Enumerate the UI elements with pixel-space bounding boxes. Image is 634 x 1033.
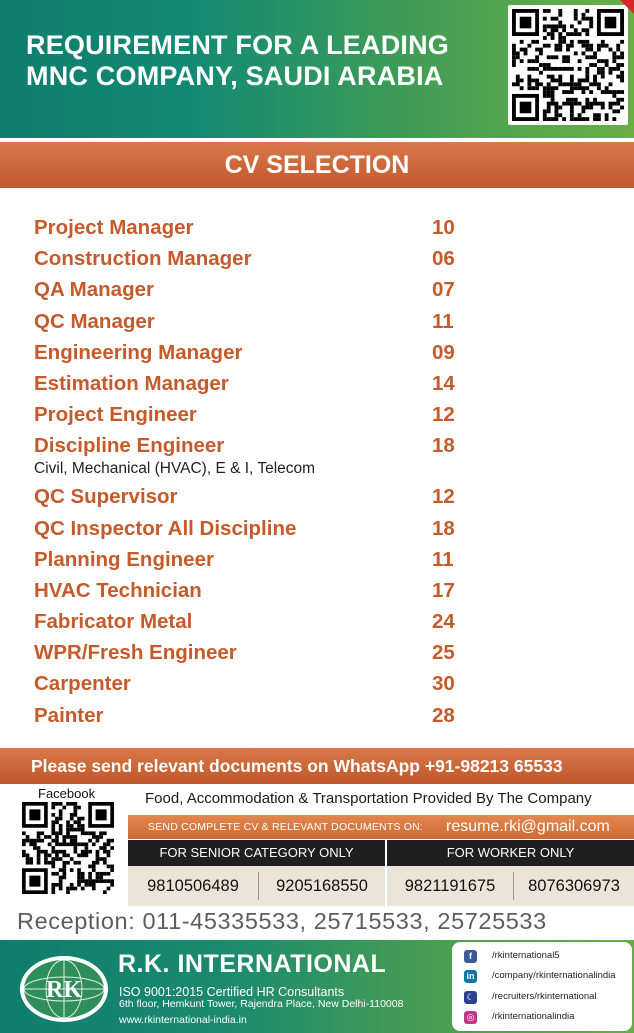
job-count: 12	[432, 403, 455, 427]
job-title: Fabricator Metal	[34, 610, 193, 634]
header-title-line2: MNC COMPANY, SAUDI ARABIA	[26, 61, 444, 91]
job-row	[34, 432, 474, 483]
facebook-label: Facebook	[38, 786, 96, 801]
job-count: 06	[432, 247, 455, 271]
job-row	[34, 608, 474, 639]
job-count: 17	[432, 578, 455, 602]
facebook-qr-code-icon	[22, 802, 114, 894]
job-row	[34, 370, 474, 401]
job-row	[34, 214, 474, 245]
job-count: 28	[432, 703, 455, 727]
qr-code-icon	[508, 5, 628, 125]
header-title-line1: REQUIREMENT FOR A LEADING	[26, 30, 449, 60]
social-links	[452, 942, 632, 1031]
job-count: 25	[432, 641, 455, 665]
social-link[interactable]	[460, 946, 624, 966]
job-title: Discipline Engineer	[34, 434, 225, 458]
job-row	[34, 577, 474, 608]
job-title: QC Supervisor	[34, 485, 178, 509]
phone-number-senior-2[interactable]: 9205168550	[276, 877, 368, 895]
email-link[interactable]: resume.rki@gmail.com	[446, 818, 610, 835]
corner-ribbon	[620, 0, 634, 14]
job-title: Engineering Manager	[34, 340, 243, 364]
job-count: 07	[432, 278, 455, 302]
job-row	[34, 276, 474, 307]
job-row	[34, 339, 474, 370]
job-title: Painter	[34, 703, 104, 727]
company-address: 6th floor, Hemkunt Tower, Rajendra Place, New Delhi-110008	[119, 998, 404, 1010]
social-link-text: /recruiters/rkinternational	[492, 990, 597, 1002]
job-title: Estimation Manager	[34, 371, 229, 395]
instagram-icon: ◎	[464, 1011, 477, 1024]
linkedin-icon: in	[464, 970, 477, 983]
company-website[interactable]: www.rkinternational-india.in	[119, 1014, 247, 1026]
job-count: 11	[432, 547, 454, 571]
job-count: 24	[432, 610, 455, 634]
reception-phones: Reception: 011-45335533, 25715533, 25725533	[17, 908, 547, 934]
category-bar	[128, 840, 634, 866]
social-link-text: /company/rkinternationalindia	[492, 970, 616, 982]
job-count: 10	[432, 216, 455, 239]
phone-number-worker-2[interactable]: 8076306973	[528, 877, 620, 895]
company-iso: ISO 9001:2015 Certified HR Consultants	[119, 985, 345, 999]
job-row	[34, 308, 474, 339]
job-count: 18	[432, 434, 455, 458]
social-link-text: /rkinternational5	[492, 950, 560, 961]
job-title: WPR/Fresh Engineer	[34, 641, 237, 665]
job-row	[34, 483, 474, 514]
phone-numbers	[128, 866, 634, 906]
senior-category-label: FOR SENIOR CATEGORY ONLY	[159, 845, 354, 860]
job-title: Construction Manager	[34, 247, 252, 271]
job-disciplines: Civil, Mechanical (HVAC), E & I, Telecom	[34, 460, 316, 478]
moon-icon: ☾	[464, 991, 477, 1004]
send-cv-banner	[128, 815, 634, 839]
job-row	[34, 245, 474, 276]
job-count: 12	[432, 485, 455, 509]
header-title	[26, 30, 506, 92]
job-row	[34, 702, 474, 733]
job-title: HVAC Technician	[34, 578, 202, 602]
section-title: CV SELECTION	[0, 142, 634, 188]
header-banner	[0, 0, 634, 138]
send-cv-label: SEND COMPLETE CV & RELEVANT DOCUMENTS ON:	[148, 821, 424, 833]
worker-category-label: FOR WORKER ONLY	[446, 845, 575, 860]
job-title: Planning Engineer	[34, 547, 214, 571]
job-title: Project Engineer	[34, 403, 197, 427]
job-count: 18	[432, 516, 455, 540]
job-row	[34, 515, 474, 546]
job-title: Project Manager	[34, 216, 194, 239]
job-count: 11	[432, 309, 454, 333]
whatsapp-banner: Please send relevant documents on WhatsApp +91-98213 65533	[0, 748, 634, 784]
job-count: 09	[432, 340, 455, 364]
job-count: 30	[432, 672, 455, 696]
social-link[interactable]	[460, 987, 624, 1007]
job-row	[34, 401, 474, 432]
job-count: 14	[432, 371, 455, 395]
job-row	[34, 546, 474, 577]
job-row	[34, 670, 474, 701]
benefits-text: Food, Accommodation & Transportation Provided By The Company	[145, 790, 592, 807]
job-title: Carpenter	[34, 672, 131, 696]
facebook-icon: f	[464, 950, 477, 963]
phone-number-worker-1[interactable]: 9821191675	[404, 877, 496, 895]
logo-text: RK	[46, 977, 82, 1003]
job-row	[34, 639, 474, 670]
company-name: R.K. INTERNATIONAL	[118, 950, 387, 978]
job-list	[34, 214, 474, 733]
social-link[interactable]	[460, 1007, 624, 1027]
social-link-text: /rkinternationalindia	[492, 1010, 575, 1022]
job-title: QA Manager	[34, 278, 154, 302]
social-link[interactable]	[460, 966, 624, 986]
job-title: QC Inspector All Discipline	[34, 516, 297, 540]
phone-number-senior-1[interactable]: 9810506489	[147, 877, 239, 895]
job-title: QC Manager	[34, 309, 155, 333]
company-logo	[18, 954, 110, 1024]
